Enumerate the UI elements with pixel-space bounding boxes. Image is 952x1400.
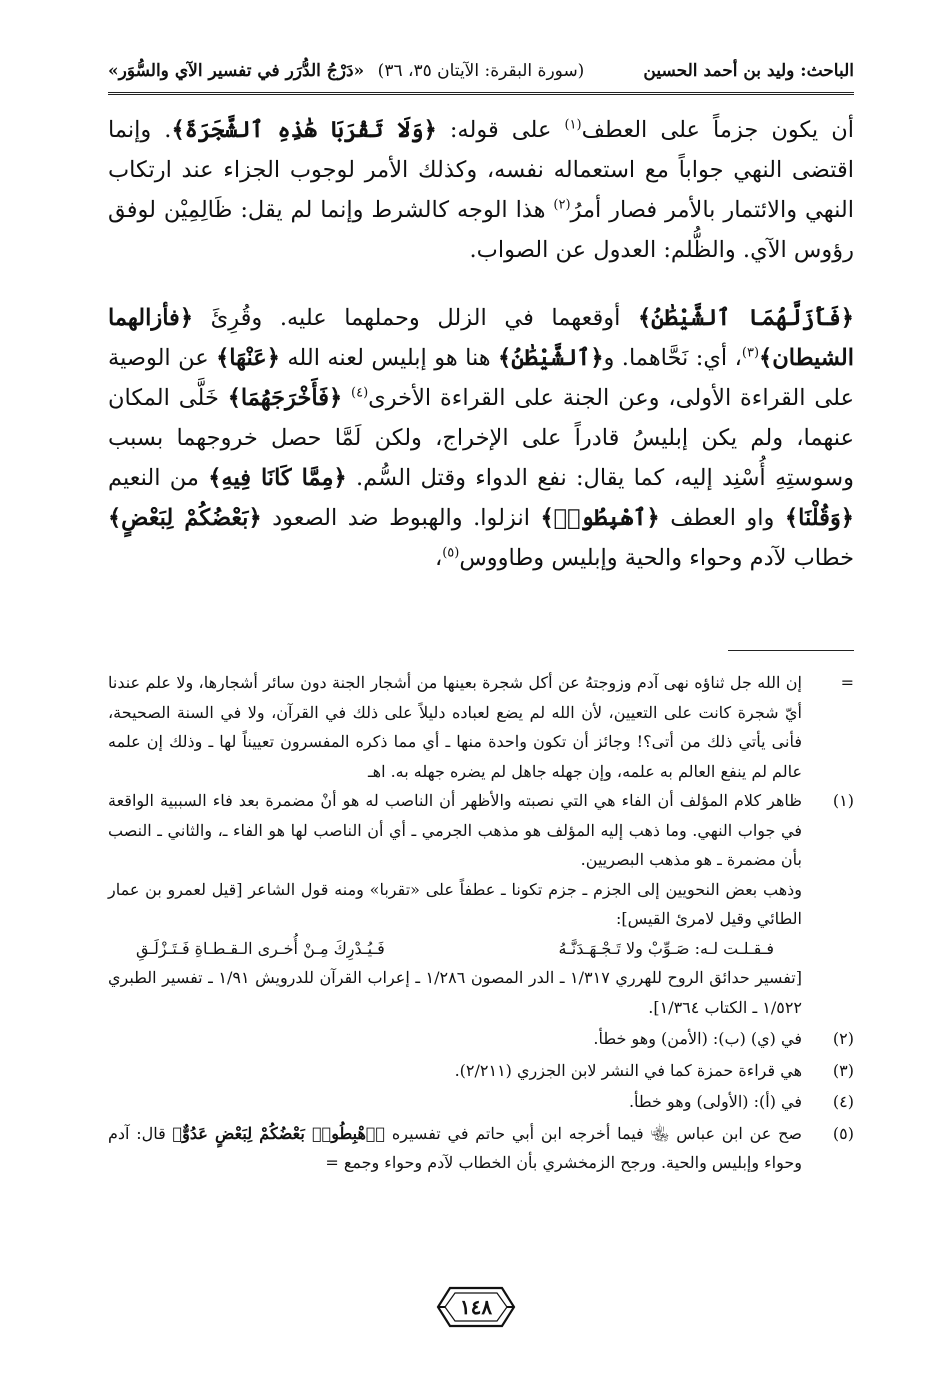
footnote-3 (108, 1056, 854, 1086)
quran-quote: ﴿وَقُلْنَا﴾ (784, 505, 854, 531)
quran-quote: ﴿فَأَخْرَجَهُمَا﴾ (227, 385, 343, 411)
quran-quote: ﴿وَلَا تَقْرَبَا هَٰذِهِ ٱلشَّجَرَةَ﴾ (171, 117, 437, 143)
footnote-text: إن الله جل ثناؤه نهى آدم وزوجتهُ عن أكل شجرة بعينها من أشجار الجنة دون سائر أشجارها، ولا علم عندنا أيّ شجرة كانت على التعيين، لأن الله لم يضع لعباده دليلاً على ذلك في القرآن، ولا في السنة الصحيحة، فأنى يأتي ذلك من أتى؟! وجائز أن تكون واحدة منها ـ أي مما ذكره المفسرون تعييناً لها ـ وذلك إن علمه عالم لم ينفع العالم به علمه، وإن جهله جاهل لم يضره جهله به. اهـ (108, 673, 802, 781)
header-surah: (سورة البقرة: الآيتان ٣٥، ٣٦) (377, 61, 585, 81)
paragraph-2 (108, 298, 854, 578)
quran-quote: ﴿مِمَّا كَانَا فِيهِ﴾ (208, 465, 347, 491)
text: على قوله: (436, 117, 565, 143)
text: هذا الوجه كالشرط وإنما لم يقل: ظَالِمِيْن لوفق رؤوس الآي. والظُّلم: العدول عن الصواب. (108, 197, 854, 263)
paragraph-1 (108, 110, 854, 270)
text: أوقعهما في الزلل وحملهما عليه. وقُرِئَ (193, 305, 638, 331)
quran-quote: ﴿فَأَزَلَّهُمَا ٱلشَّيْطَٰنُ﴾ (637, 305, 854, 331)
footnote-text: في (أ): (الأولى) وهو خطأ. (628, 1092, 802, 1111)
text: خطاب لآدم وحواء والحية وإبليس وطاووس (459, 545, 854, 571)
page-number-ornament (436, 1284, 516, 1330)
text (342, 385, 351, 411)
footnote-text: في (ي) (ب): (الأمن) وهو خطأ. (593, 1029, 802, 1048)
continuation-mark: = (840, 673, 854, 692)
footnote-text: ظاهر كلام المؤلف أن الفاء هي التي نصبته والأظهر أن الناصب له هو أنْ مضمرة بعد فاء السببية الواقعة في جواب النهي. وما ذهب إليه المؤلف هو مذهب الجرمي ـ أي أن الناصب لها هو الفاء ـ، والثاني ـ النصب بأن مضمرة ـ هو مذهب البصريين. (108, 791, 802, 869)
header-rule (108, 92, 854, 95)
footnote-4 (108, 1087, 854, 1117)
footnote-ref-4: (٤) (351, 385, 369, 401)
footnote-number: (٥) (832, 1123, 854, 1143)
text: هنا هو إبليس لعنه الله (279, 345, 499, 371)
quran-quote: ﴿ٱلشَّيْطَٰنُ﴾ (498, 345, 604, 371)
footnote-text (108, 1119, 802, 1178)
main-text (108, 110, 854, 578)
page-number: ١٤٨ (459, 1295, 493, 1319)
verse-second-hemistich: فَـيُـدْرِكَ مِـنْ أُخـرى الـقـطـاةِ فَـتَـزْلَـقِ (136, 938, 385, 958)
quran-quote: ﴿ٱهْبِطُوا۟﴾ (540, 505, 660, 531)
footnote-continuation (108, 668, 854, 786)
quran-reading: ﴿فأزالهما الشيطان﴾ (108, 305, 855, 371)
footnote-ref-3: (٣) (741, 345, 760, 361)
footnote-number: (٣) (832, 1060, 854, 1080)
footnote-number: (٤) (832, 1092, 854, 1111)
footnote-ref-2: (٢) (553, 197, 571, 213)
text: واو العطف (659, 505, 785, 531)
footnote-1 (108, 786, 854, 1022)
header-author: الباحث: وليد بن أحمد الحسين (643, 61, 854, 81)
footnote-2 (108, 1024, 854, 1054)
footnote-5 (108, 1119, 854, 1178)
footnote-text: وذهب بعض النحويين إلى الجزم ـ جزم تكونا ـ عطفاً على «تقربا» ومنه قول الشاعر [قيل لعمرو بن عمار الطائي وقيل لامرئ القيس]: (108, 879, 802, 928)
text: صح عن ابن عباس ﵄ فيما أخرجه ابن أبي حاتم في تفسيره (385, 1123, 803, 1143)
footnote-ref-5: (٥) (442, 545, 460, 561)
text: قال: آدم وحواء وإبليس والحية. ورجح الزمخشري بأن الخطاب لآدم وحواء وجمع = (108, 1123, 802, 1172)
text: خَلَّى المكان عنهما، ولم يكن إبليسُ قادراً على الإخراج، ولكن لَمَّا حصل خروجهما بسبب وسوستِهِ أُسْنِد إليه، كما يقال: نفع الدواء وقتل السُّم. (108, 385, 854, 491)
footnote-number: (٢) (832, 1029, 854, 1048)
quran-quote: ﴿ٱهْبِطُوا۟ بَعْضُكُمْ لِبَعْضٍ عَدُوٌّ﴾ (172, 1123, 386, 1143)
footnote-text: هي قراءة حمزة كما في النشر لابن الجزري (٢/٢١١). (454, 1060, 802, 1080)
text: أن يكون جزماً على العطف (581, 117, 854, 143)
footnotes (108, 668, 854, 1178)
text: انزلوا. والهبوط ضد الصعود (261, 505, 541, 531)
poetry-verse (108, 934, 802, 964)
text: . وإنما اقتضى النهي جواباً مع استعماله نفسه، وكذلك الأمر لوجوب الجزاء عند ارتكاب النهي والائتمار بالأمر فصار أمرُ (108, 117, 854, 223)
footnote-references: [تفسير حدائق الروح للهرري ١/٣١٧ ـ الدر المصون ١/٢٨٦ ـ إعراب القرآن للدرويش ١/٩١ ـ تفسير الطبري ١/٥٢٢ ـ الكتاب ١/٣٦٤]. (108, 968, 802, 1017)
footnote-number: (١) (832, 791, 854, 810)
quran-quote: ﴿بَعْضُكُمْ لِبَعْضٍ﴾ (108, 505, 262, 531)
quran-quote: ﴿عَنْهَا﴾ (216, 345, 280, 371)
text: ، أي: نَحَّاهما. و (603, 345, 742, 371)
text: ، (434, 545, 443, 571)
text: من النعيم (108, 465, 209, 491)
text: عن الوصية على القراءة الأولى، وعن الجنة على القراءة الأخرى (108, 345, 855, 411)
footnote-separator (728, 650, 854, 651)
running-header (108, 58, 854, 88)
footnote-ref-1: (١) (564, 117, 582, 133)
header-book-title: «دَرْجُ الدُّرَر في تفسير الآي والسُّوَر» (108, 61, 365, 81)
verse-first-hemistich: فـقـلـت لـه: صَـوِّبْ ولا تَـجْـهَـدَنَّـهُ (558, 938, 774, 958)
